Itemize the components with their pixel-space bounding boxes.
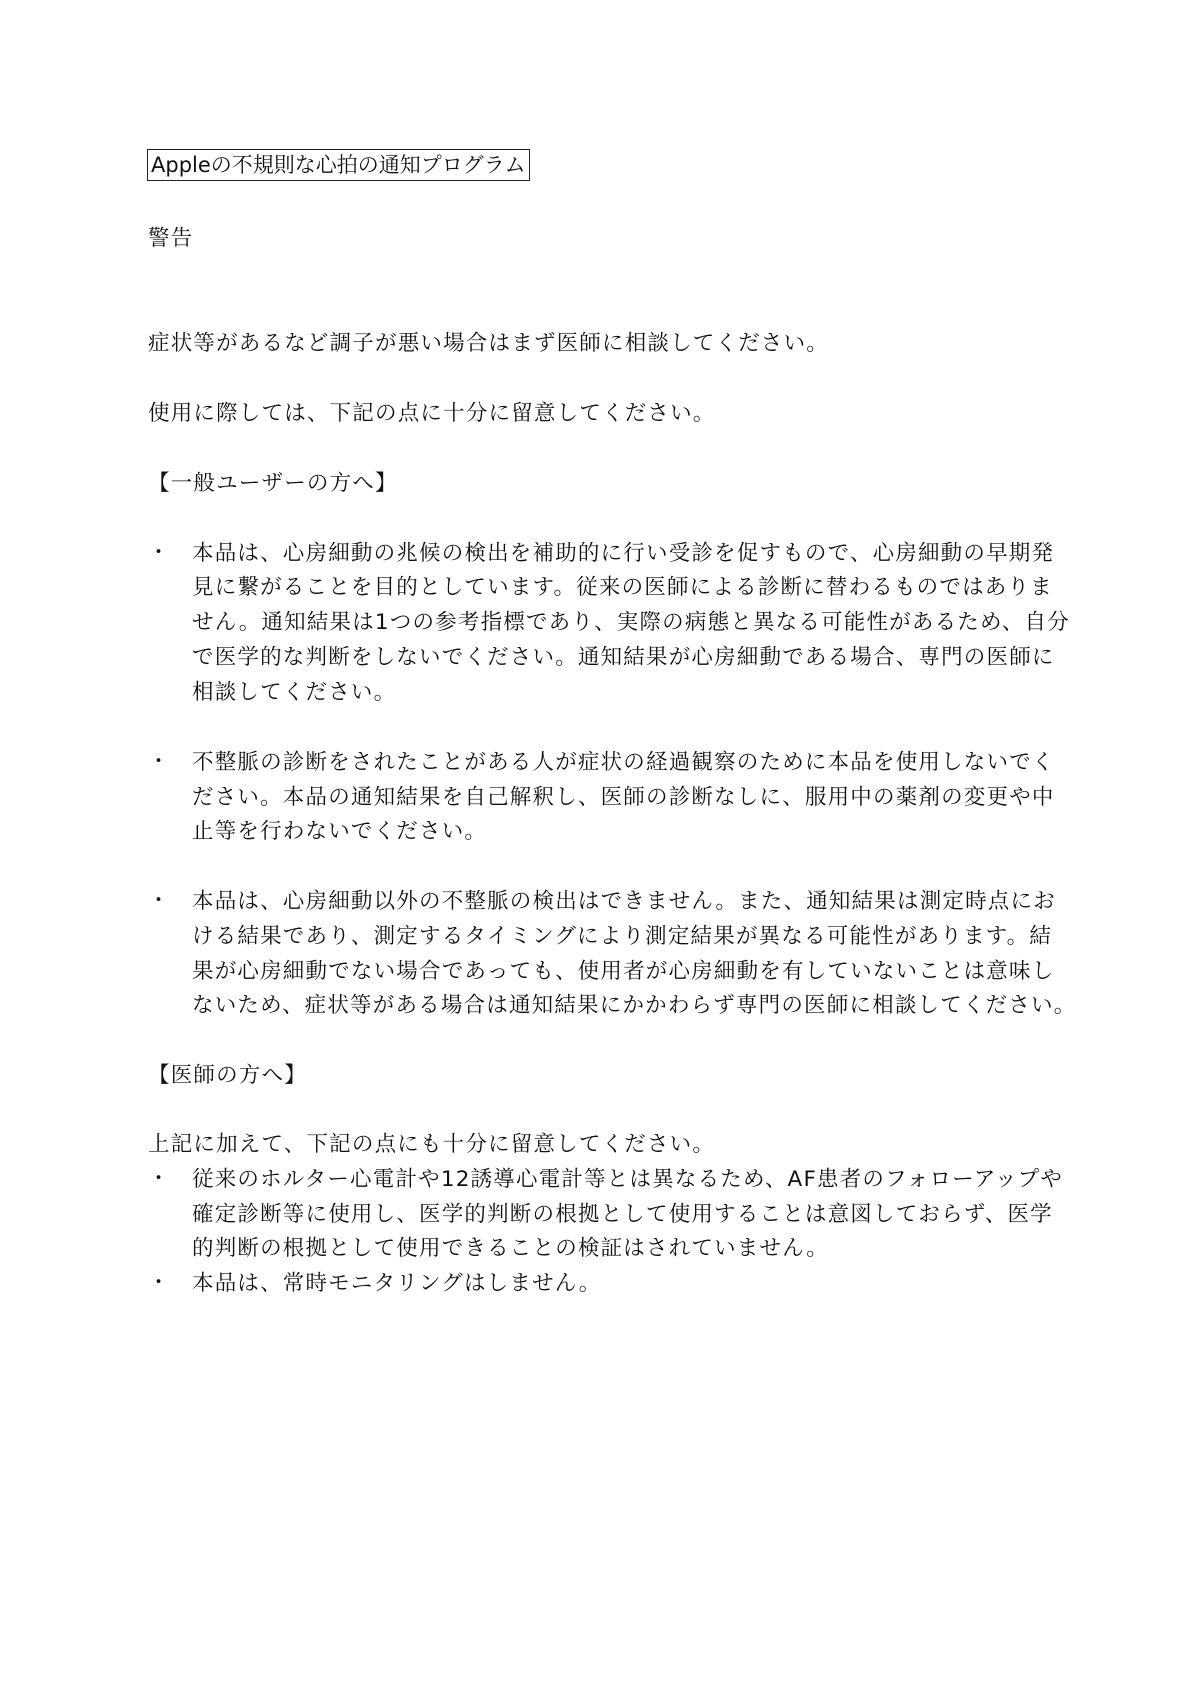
bullet-marker: ・	[148, 749, 169, 773]
general-item-2-line-3: 止等を行わないでください。	[192, 819, 488, 844]
physician-item-1-line-1: 従来のホルター心電計や12誘導心電計等とは異なるため、AF患者のフォローアップや	[192, 1167, 1064, 1192]
general-item-1-line-1: 本品は、心房細動の兆候の検出を補助的に行い受診を促すもので、心房細動の早期発	[192, 541, 1055, 566]
document-title: Appleの不規則な心拍の通知プログラム	[147, 149, 530, 181]
general-item-1-line-3: せん。通知結果は1つの参考指標であり、実際の病態と異なる可能性があるため、自分	[192, 610, 1070, 635]
bullet-marker: ・	[148, 1166, 169, 1190]
physician-item-1-line-2: 確定診断等に使用し、医学的判断の根拠として使用することは意図しておらず、医学	[192, 1202, 1053, 1227]
physician-item-1-line-3: 的判断の根拠として使用できることの検証はされていません。	[192, 1236, 829, 1261]
bullet-marker: ・	[148, 1270, 169, 1294]
general-item-3-line-2: ける結果であり、測定するタイミングにより測定結果が異なる可能性があります。結	[192, 924, 1053, 949]
general-item-3-line-4: ないため、症状等がある場合は通知結果にかかわらず専門の医師に相談してください。	[192, 993, 1077, 1018]
general-item-3-line-3: 果が心房細動でない場合であっても、使用者が心房細動を有していないことは意味し	[192, 959, 1055, 984]
physician-item-2-line-1: 本品は、常時モニタリングはしません。	[192, 1271, 602, 1296]
general-item-1-line-4: で医学的な判断をしないでください。通知結果が心房細動である場合、専門の医師に	[192, 645, 1055, 670]
intro-line-2: 使用に際しては、下記の点に十分に留意してください。	[148, 401, 716, 426]
general-item-2-line-1: 不整脈の診断をされたことがある人が症状の経過観察のために本品を使用しないでく	[192, 750, 1055, 775]
physicians-heading: 【医師の方へ】	[148, 1063, 307, 1088]
warning-heading: 警告	[148, 226, 194, 251]
bullet-marker: ・	[148, 540, 169, 564]
general-users-heading: 【一般ユーザーの方へ】	[148, 471, 398, 496]
general-item-3-line-1: 本品は、心房細動以外の不整脈の検出はできません。また、通知結果は測定時点にお	[192, 889, 1056, 914]
physicians-intro: 上記に加えて、下記の点にも十分に留意してください。	[148, 1132, 716, 1157]
general-item-1-line-5: 相談してください。	[192, 680, 397, 705]
general-item-2-line-2: ださい。本品の通知結果を自己解釈し、医師の診断なしに、服用中の薬剤の変更や中	[192, 785, 1055, 810]
bullet-marker: ・	[148, 888, 169, 912]
general-item-1-line-2: 見に繋がることを目的としています。従来の医師による診断に替わるものではありま	[192, 575, 1053, 600]
intro-line-1: 症状等があるなど調子が悪い場合はまず医師に相談してください。	[148, 331, 830, 356]
